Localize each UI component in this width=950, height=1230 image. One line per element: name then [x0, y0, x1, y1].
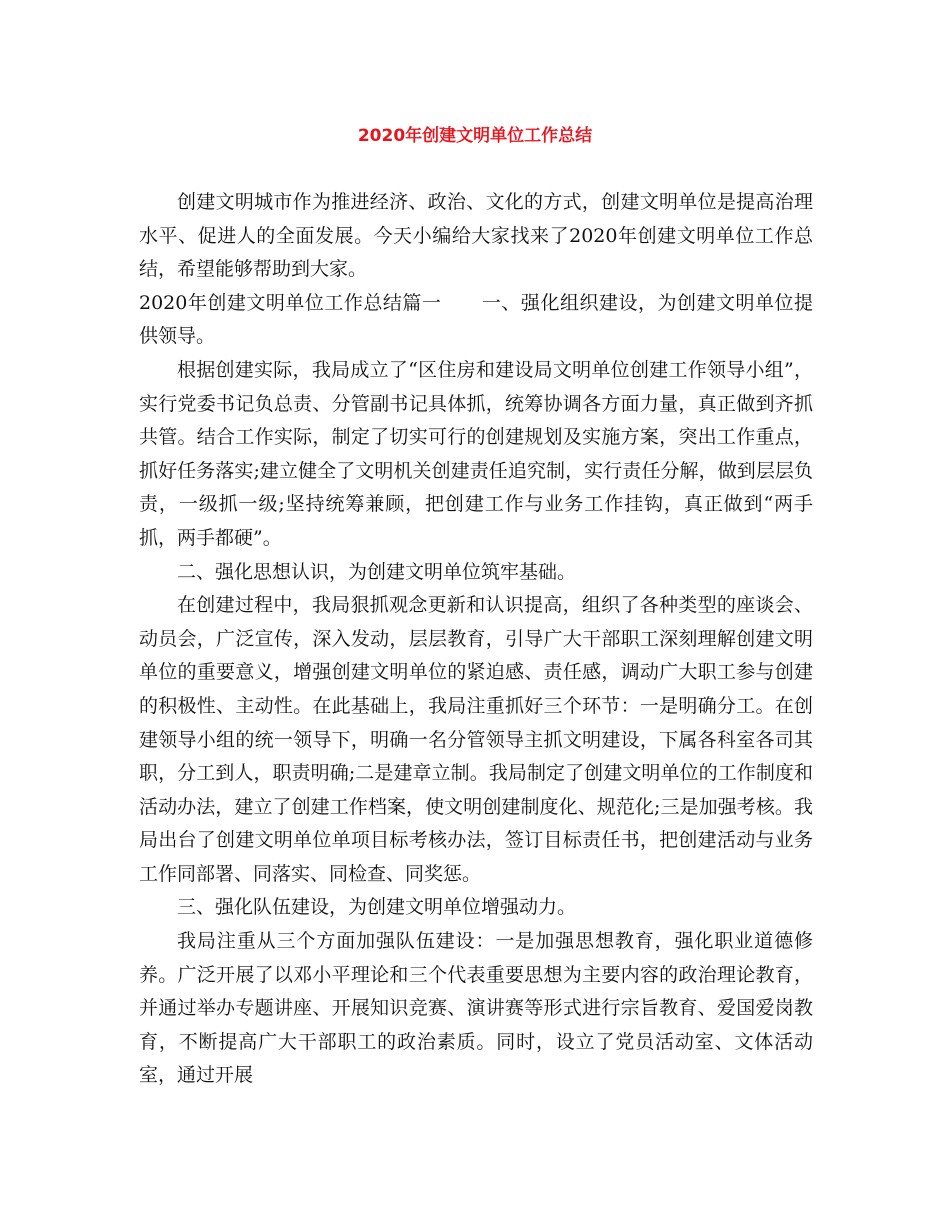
section-paragraph [139, 287, 813, 354]
document-body [139, 186, 813, 1093]
body-paragraph-2: 在创建过程中，我局狠抓观念更新和认识提高，组织了各种类型的座谈会、动员会，广泛宣传，深入发动，层层教育，引导广大干部职工深刻理解创建文明单位的重要意义，增强创建文明单位的紧迫感、责任感，调动广大职工参与创建的积极性、主动性。在此基础上，我局注重抓好三个环节：一是明确分工。在创建领导小组的统一领导下，明确一名分管领导主抓文明建设，下属各科室各司其职，分工到人，职责明确;二是建章立制。我局制定了创建文明单位的工作制度和活动办法，建立了创建工作档案，使文明创建制度化、规范化;三是加强考核。我局出台了创建文明单位单项目标考核办法，签订目标责任书，把创建活动与业务工作同部署、同落实、同检查、同奖惩。 [139, 594, 813, 885]
section-label: 2020年创建文明单位工作总结篇一 [139, 291, 442, 314]
body-paragraph-1: 根据创建实际，我局成立了“区住房和建设局文明单位创建工作领导小组”，实行党委书记负总责、分管副书记具体抓，统筹协调各方面力量，真正做到齐抓共管。结合工作实际，制定了切实可行的创建规划及实施方案，突出工作重点，抓好任务落实;建立健全了文明机关创建责任追究制，实行责任分解，做到层层负责，一级抓一级;坚持统筹兼顾，把创建工作与业务工作挂钩，真正做到“两手抓，两手都硬”。 [139, 358, 813, 549]
section-heading-2: 二、强化思想认识，为创建文明单位筑牢基础。 [177, 560, 577, 583]
body-paragraph-3: 我局注重从三个方面加强队伍建设：一是加强思想教育，强化职业道德修养。广泛开展了以邓小平理论和三个代表重要思想为主要内容的政治理论教育，并通过举办专题讲座、开展知识竞赛、演讲赛等形式进行宗旨教育、爱国爱岗教育，不断提高广大干部职工的政治素质。同时，设立了党员活动室、文体活动室，通过开展 [139, 930, 813, 1087]
intro-paragraph: 创建文明城市作为推进经济、政治、文化的方式，创建文明单位是提高治理水平、促进人的全面发展。今天小编给大家找来了2020年创建文明单位工作总结，希望能够帮助到大家。 [139, 191, 813, 281]
section-heading-1: 一、强化组织建设，为创建文明单位提供领导。 [139, 291, 813, 348]
document-title: 2020年创建文明单位工作总结 [357, 126, 593, 146]
section-heading-3: 三、强化队伍建设，为创建文明单位增强动力。 [177, 896, 577, 919]
